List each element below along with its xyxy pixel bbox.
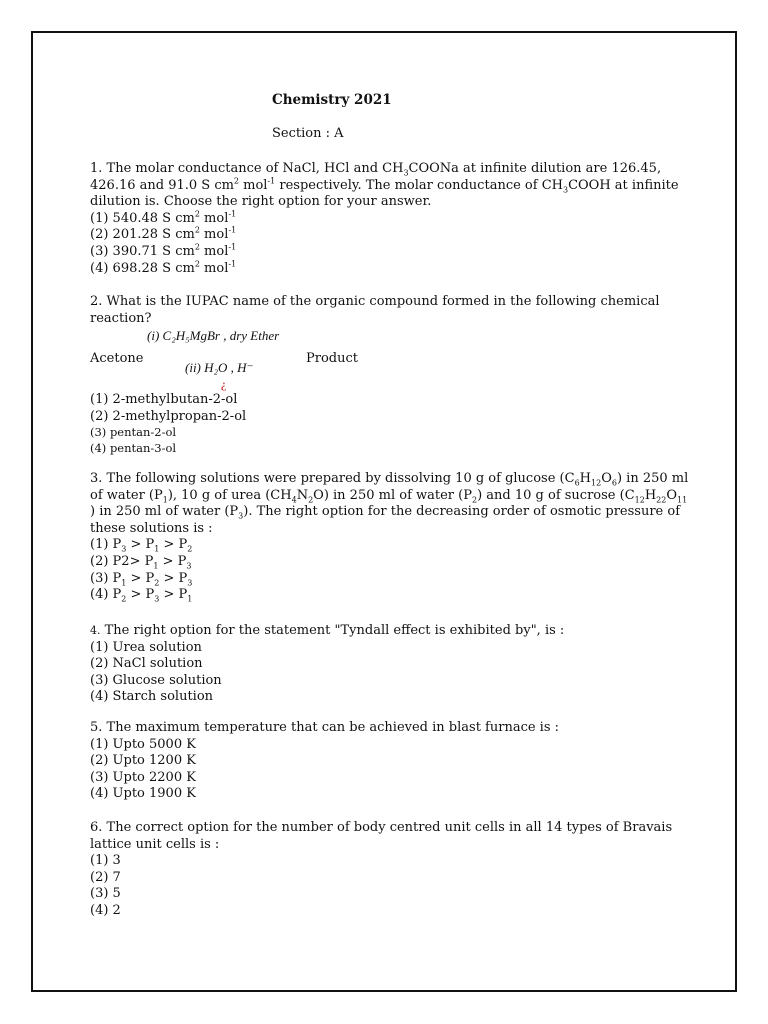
question-2-option-3: (3) pentan-2-ol: [90, 425, 177, 440]
reaction-reactant: Acetone: [90, 351, 144, 366]
reaction-step-2: (ii) H₂O , H⁻: [185, 360, 254, 375]
question-1-text: 1. The molar conductance of NaCl, HCl and $CH_3COONa$ at infinite dilution are 126.45, 426.16 and 91.0 S $cm^2$ mol$^{-1}$ respectively. The molar conductance of $CH_3COOH$ at infinite dilution is. Choose the right option for your answer.: [90, 161, 679, 210]
question-3-text: 3. The following solutions were prepared by dissolving 10 g of glucose $(C_6H_{12}O_6)$ in 250 ml of water $(P_1)$, 10 g of urea $(CH_4N_2O)$ in 250 ml of water $(P_2)$ and 10 g of sucrose ($C_{12}H_{22}O_{11}$ ) in 250 ml of water $(P_3)$. The right option for the decreasing order of osmotic pressure of these solutions is :: [90, 471, 689, 536]
page-title: Chemistry 2021: [272, 92, 392, 108]
question-5-option-3: (3) Upto 2200 K: [90, 769, 196, 785]
question-1-option-1: (1) 540.48 S $cm^2$ mol$^{-1}$: [90, 209, 237, 226]
question-6-option-1: (1) 3: [90, 853, 121, 869]
question-4-option-4: (4) Starch solution: [90, 689, 214, 705]
question-3-option-2: (2) $P2> P_1 > P_3$: [90, 553, 192, 571]
question-4-text: 4. The right option for the statement "Tyndall effect is exhibited by", is :: [90, 623, 565, 638]
question-2-option-4: (4) pentan-3-ol: [90, 440, 177, 455]
question-4-option-2: (2) NaCl solution: [90, 656, 203, 672]
question-5-option-4: (4) Upto 1900 K: [90, 786, 196, 802]
question-3-option-1: (1) $P_3 > P_1 > P_2$: [90, 537, 193, 554]
question-6-option-2: (2) 7: [90, 869, 121, 885]
question-5-option-2: (2) Upto 1200 K: [90, 753, 196, 769]
reaction-product: Product: [306, 351, 358, 366]
reaction-step-1: (i) C₂H₅MgBr , dry Ether: [147, 328, 280, 343]
reaction-mark: ¿: [221, 377, 227, 391]
question-4-option-3: (3) Glucose solution: [90, 672, 222, 688]
question-1-option-3: (3) 390.71 S $cm^2$ mol$^{-1}$: [90, 242, 237, 259]
question-3-option-4: (4) $P_2 > P_3 > P_1$: [90, 587, 193, 604]
question-6-option-3: (3) 5: [90, 886, 121, 902]
question-4-option-1: (1) Urea solution: [90, 639, 202, 655]
question-5: [90, 720, 690, 803]
question-6: [90, 820, 690, 920]
question-6-text: 6. The correct option for the number of body centred unit cells in all 14 types of Bravais lattice unit cells is :: [90, 820, 673, 852]
question-6-option-4: (4) 2: [90, 902, 121, 918]
question-5-text: 5. The maximum temperature that can be achieved in blast furnace is :: [90, 720, 560, 735]
question-5-option-1: (1) Upto 5000 K: [90, 736, 196, 752]
question-1-option-4: (4) 698.28 S $cm^2$ mol$^{-1}$: [90, 259, 237, 276]
question-3: [90, 471, 690, 604]
question-1-option-2: (2) 201.28 S $cm^2$ mol$^{-1}$: [90, 226, 237, 243]
question-4: [90, 623, 690, 706]
question-2: [90, 294, 690, 327]
question-3-option-3: (3) $P_1 > P_2 > P_3$: [90, 570, 193, 588]
question-2-option-2: (2) 2-methylpropan-2-ol: [90, 408, 247, 424]
section-label: Section : A: [272, 126, 344, 141]
question-1: [90, 161, 690, 277]
question-2-option-1: (1) 2-methylbutan-2-ol: [90, 392, 238, 407]
question-2-text: 2. What is the IUPAC name of the organic compound formed in the following chemical reaction?: [90, 294, 660, 326]
question-2-options: [90, 392, 690, 456]
